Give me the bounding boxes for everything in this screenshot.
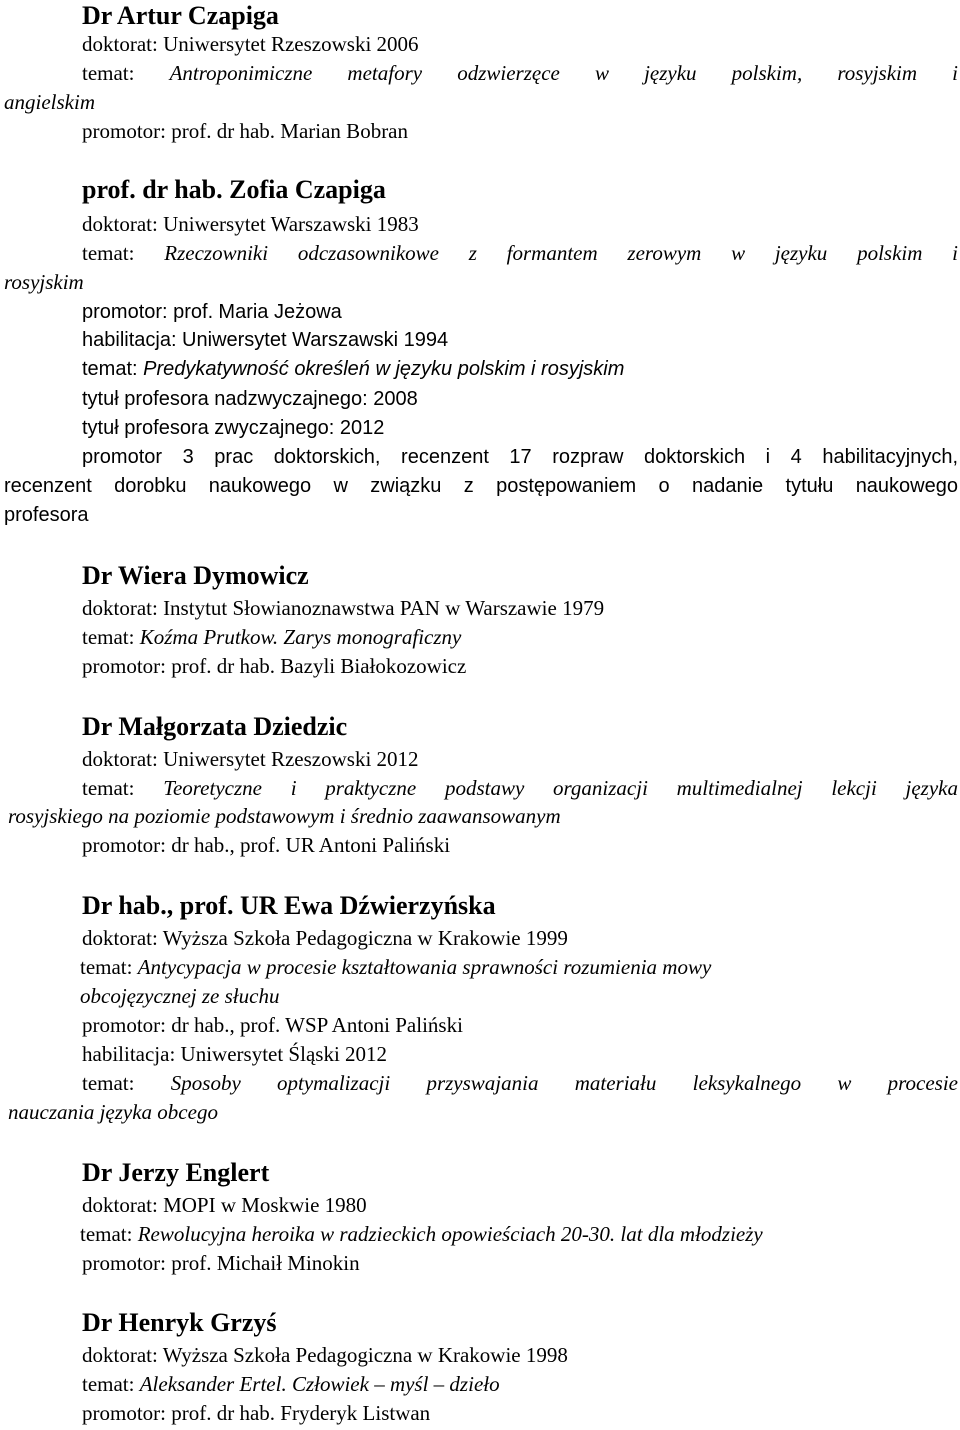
temat-title-cont: angielskim: [4, 90, 95, 114]
entry-hab-temat: [82, 1069, 958, 1097]
temat-title: Antroponimiczne metafory odzwierzęce w języku polskim, rosyjskim i: [169, 61, 958, 85]
temat-title-cont: obcojęzycznej ze słuchu: [80, 984, 280, 1008]
entry-temat: [82, 59, 958, 87]
entry-promotor: [82, 297, 342, 326]
hab-temat-label: temat:: [82, 1071, 135, 1095]
entry-temat: [82, 623, 461, 651]
temat-label: temat:: [80, 955, 133, 979]
hab-temat-title-cont: nauczania języka obcego: [8, 1100, 218, 1124]
temat-title: Koźma Prutkow. Zarys monograficzny: [139, 625, 462, 649]
promotor-name: Maria Jeżowa: [218, 301, 342, 323]
hab-temat-title: Predykatywność określeń w języku polskim i rosyjskim: [143, 358, 625, 380]
entry-doktorat: doktorat: Uniwersytet Rzeszowski 2012: [82, 747, 419, 771]
temat-label: temat:: [82, 241, 135, 265]
hab-temat-label: temat:: [82, 358, 138, 380]
entry-promotor: promotor: prof. Michaił Minokin: [82, 1251, 360, 1275]
entry-promotor: promotor: dr hab., prof. WSP Antoni Paliński: [82, 1013, 463, 1037]
entry-doktorat: doktorat: Uniwersytet Warszawski 1983: [82, 212, 419, 236]
entry-name: Dr Henryk Grzyś: [82, 1308, 277, 1337]
entry-temat: [82, 1370, 500, 1398]
temat-label: temat:: [82, 625, 135, 649]
entry-temat: [82, 774, 958, 802]
entry-doktorat: doktorat: MOPI w Moskwie 1980: [82, 1193, 367, 1217]
temat-title: Rzeczowniki odczasownikowe z formantem zerowym w języku polskim i: [164, 241, 958, 265]
entry-doktorat: doktorat: Instytut Słowianoznawstwa PAN w Warszawie 1979: [82, 596, 605, 620]
entry-note: promotor 3 prac doktorskich, recenzent 17 rozpraw doktorskich i 4 habilitacyjnych,: [82, 446, 958, 468]
entry-tytul-zwyczajny: tytuł profesora zwyczajnego: 2012: [82, 417, 385, 439]
entry-name: Dr Artur Czapiga: [82, 1, 279, 30]
temat-title-cont: rosyjskiego na poziomie podstawowym i średnio zaawansowanym: [8, 804, 561, 828]
promotor-label: promotor: prof.: [82, 301, 214, 323]
entry-doktorat: doktorat: Wyższa Szkoła Pedagogiczna w Krakowie 1999: [82, 926, 568, 950]
entry-tytul-nadzwyczajny: tytuł profesora nadzwyczajnego: 2008: [82, 388, 418, 410]
entry-promotor: promotor: prof. dr hab. Marian Bobran: [82, 119, 409, 143]
entry-name: Dr Małgorzata Dziedzic: [82, 712, 348, 741]
temat-title: Antycypacja w procesie kształtowania sprawności rozumienia mowy: [137, 955, 712, 979]
entry-temat: [80, 953, 711, 981]
entry-doktorat: doktorat: Uniwersytet Rzeszowski 2006: [82, 32, 419, 56]
entry-hab-temat: [82, 355, 624, 383]
entry-temat: [80, 1220, 763, 1248]
entry-note-cont: recenzent dorobku naukowego w związku z postępowaniem o nadanie tytułu naukowego: [4, 475, 958, 497]
temat-title: Rewolucyjna heroika w radzieckich opowieściach 20-30. lat dla młodzieży: [137, 1222, 763, 1246]
entry-name: Dr Wiera Dymowicz: [82, 561, 309, 590]
temat-label: temat:: [82, 776, 135, 800]
temat-title: Aleksander Ertel. Człowiek – myśl – dzieło: [139, 1372, 500, 1396]
temat-label: temat:: [80, 1222, 133, 1246]
entry-promotor: promotor: dr hab., prof. UR Antoni Paliński: [82, 833, 451, 857]
temat-title: Teoretyczne i praktyczne podstawy organizacji multimedialnej lekcji języka: [163, 776, 958, 800]
entry-name: Dr Jerzy Englert: [82, 1158, 270, 1187]
entry-habilitacja: habilitacja: Uniwersytet Śląski 2012: [82, 1042, 388, 1066]
entry-doktorat: doktorat: Wyższa Szkoła Pedagogiczna w Krakowie 1998: [82, 1343, 568, 1367]
entry-habilitacja: habilitacja: Uniwersytet Warszawski 1994: [82, 329, 449, 351]
entry-name: Dr hab., prof. UR Ewa Dźwierzyńska: [82, 891, 496, 920]
entry-temat: [82, 239, 958, 267]
entry-note-cont: profesora: [4, 504, 89, 526]
temat-label: temat:: [82, 1372, 135, 1396]
entry-promotor: promotor: prof. dr hab. Bazyli Białokozowicz: [82, 654, 467, 678]
entry-promotor: promotor: prof. dr hab. Fryderyk Listwan: [82, 1401, 431, 1425]
entry-name: prof. dr hab. Zofia Czapiga: [82, 175, 386, 204]
temat-label: temat:: [82, 61, 135, 85]
temat-title-cont: rosyjskim: [4, 270, 84, 294]
hab-temat-title: Sposoby optymalizacji przyswajania materiału leksykalnego w procesie: [170, 1071, 959, 1095]
